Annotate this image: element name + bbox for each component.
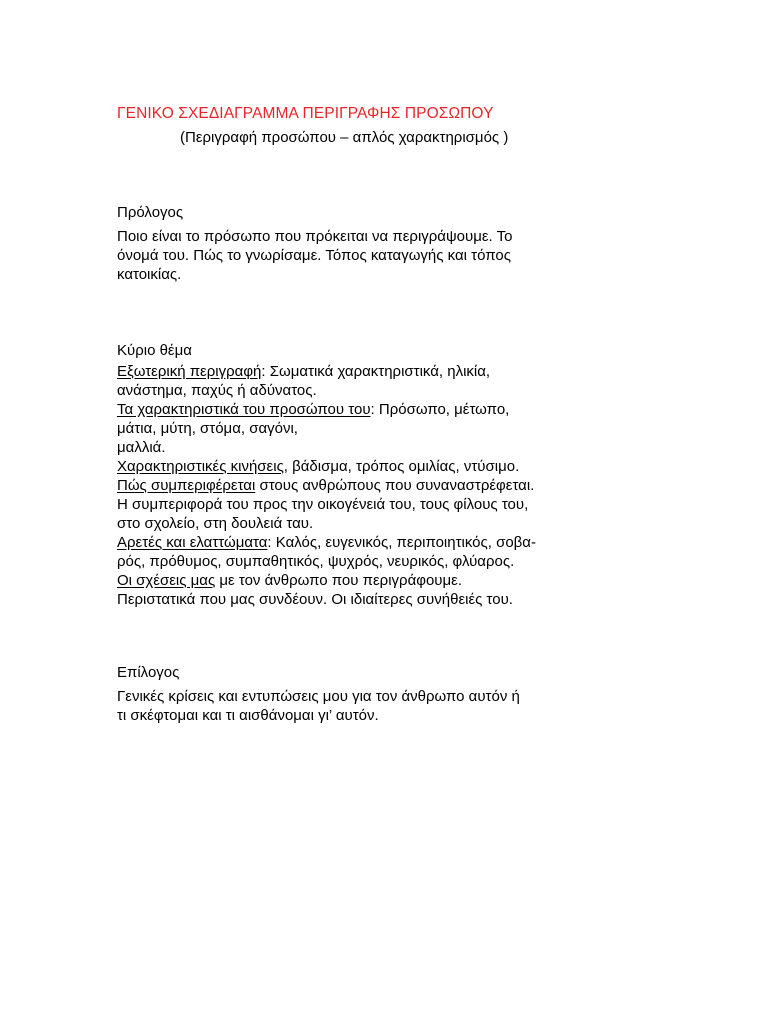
prologue-line: κατοικίας. bbox=[117, 266, 182, 283]
epilogue-body bbox=[117, 687, 677, 725]
face-features-term: Τα χαρακτηριστικά του προσώπου του bbox=[117, 401, 371, 418]
main-body bbox=[117, 362, 677, 609]
prologue-line: Ποιο είναι το πρόσωπο που πρόκειται να περιγράψουμε. Το bbox=[117, 228, 513, 245]
main-line: μαλλιά. bbox=[117, 439, 166, 456]
main-line-external-description bbox=[117, 362, 677, 381]
virtues-text: : Καλός, ευγενικός, περιποιητικός, σοβα- bbox=[267, 534, 536, 551]
main-line-movements bbox=[117, 457, 677, 476]
face-features-text: : Πρόσωπο, μέτωπο, bbox=[370, 401, 510, 418]
document-subtitle: (Περιγραφή προσώπου – απλός χαρακτηρισμός ) bbox=[180, 129, 509, 146]
main-line-virtues bbox=[117, 533, 677, 552]
main-line: ρός, πρόθυμος, συμπαθητικός, ψυχρός, νευρικός, φλύαρος. bbox=[117, 553, 515, 570]
main-line: μάτια, μύτη, στόμα, σαγόνι, bbox=[117, 420, 298, 437]
epilogue-line: Γενικές κρίσεις και εντυπώσεις μου για τον άνθρωπο αυτόν ή bbox=[117, 688, 520, 705]
document-title: ΓΕΝΙΚΟ ΣΧΕΔΙΑΓΡΑΜΜΑ ΠΕΡΙΓΡΑΦΗΣ ΠΡΟΣΩΠΟΥ bbox=[117, 105, 494, 122]
main-line: Περιστατικά που μας συνδέουν. Οι ιδιαίτερες συνήθειές του. bbox=[117, 591, 513, 608]
behaviour-term: Πώς συμπεριφέρεται bbox=[117, 477, 256, 494]
main-line: στο σχολείο, στη δουλειά ταυ. bbox=[117, 515, 314, 532]
prologue-heading: Πρόλογος bbox=[117, 204, 184, 221]
external-description-term: Εξωτερική περιγραφή bbox=[117, 363, 262, 380]
epilogue-line: τι σκέφτομαι και τι αισθάνομαι γι’ αυτόν. bbox=[117, 707, 379, 724]
movements-text: , βάδισμα, τρόπος ομιλίας, ντύσιμο. bbox=[283, 458, 520, 475]
prologue-body bbox=[117, 227, 677, 284]
prologue-line: όνομά του. Πώς το γνωρίσαμε. Τόπος καταγωγής και τόπος bbox=[117, 247, 511, 264]
main-line: Η συμπεριφορά του προς την οικογένειά του, τους φίλους του, bbox=[117, 496, 529, 513]
behaviour-text: στους ανθρώπους που συναναστρέφεται. bbox=[255, 477, 535, 494]
movements-term: Χαρακτηριστικές κινήσεις bbox=[117, 458, 284, 475]
main-line: ανάστημα, παχύς ή αδύνατος. bbox=[117, 382, 317, 399]
epilogue-heading: Επίλογος bbox=[117, 664, 180, 681]
relations-term: Οι σχέσεις μας bbox=[117, 572, 216, 589]
main-line-behaviour bbox=[117, 476, 677, 495]
virtues-term: Αρετές και ελαττώματα bbox=[117, 534, 268, 551]
external-description-text: : Σωματικά χαρακτηριστικά, ηλικία, bbox=[261, 363, 491, 380]
main-line-relations bbox=[117, 571, 677, 590]
relations-text: με τον άνθρωπο που περιγράφουμε. bbox=[215, 572, 463, 589]
main-line-face-features bbox=[117, 400, 677, 419]
main-heading: Κύριο θέμα bbox=[117, 342, 192, 359]
